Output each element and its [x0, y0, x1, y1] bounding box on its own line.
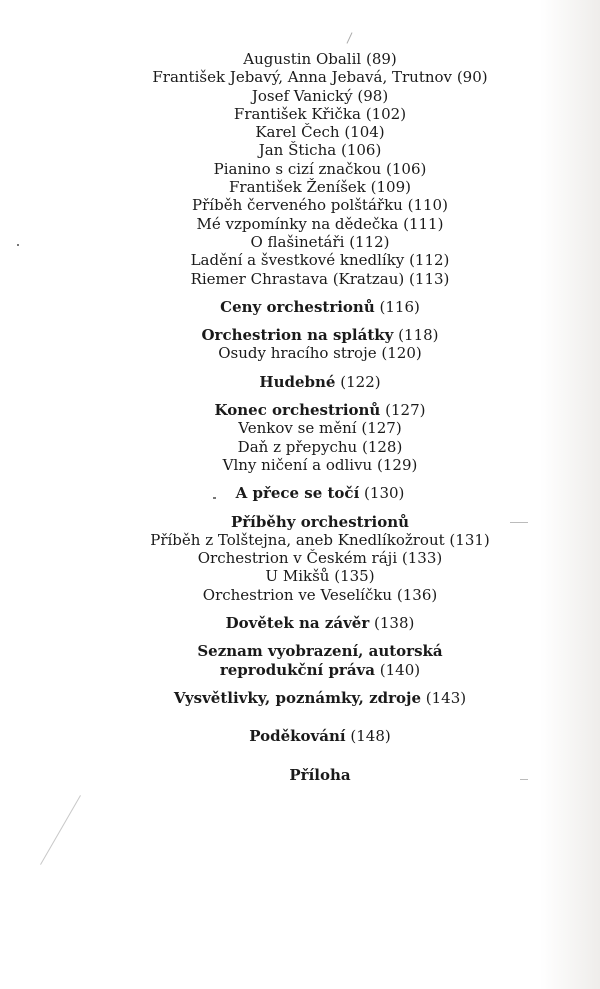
toc-entry: O flašinetáři (112): [250, 232, 390, 251]
toc-section: Vysvětlivky, poznámky, zdroje (143): [173, 688, 467, 707]
toc-entry: Vlny ničení a odlivu (129): [222, 455, 418, 474]
scan-mark: [213, 497, 216, 499]
toc-entry: Josef Vanický (98): [251, 86, 389, 105]
toc-entry: Mé vzpomínky na dědečka (111): [196, 214, 444, 233]
toc-entry: Orchestrion ve Veselíčku (136): [202, 585, 438, 604]
toc-entry: Osudy hracího stroje (120): [218, 344, 422, 363]
toc-entry: Riemer Chrastava (Kratzau) (113): [190, 269, 450, 288]
toc-entry: Příběh z Tolštejna, aneb Knedlíkožrout (131): [150, 530, 490, 549]
toc-entry: František Křička (102): [233, 104, 407, 123]
toc-section: Dovětek na závěr (138): [225, 614, 415, 633]
toc-entry: Orchestrion v Českém ráji (133): [197, 549, 443, 568]
toc-section: Seznam vyobrazení, autorská: [197, 642, 443, 661]
toc-section: Orchestrion na splátky (118): [201, 326, 439, 345]
toc-entry: František Ženíšek (109): [229, 178, 411, 197]
toc-section: Příloha: [289, 765, 351, 784]
scan-mark: [347, 32, 353, 43]
table-of-contents: [0, 50, 600, 784]
scan-mark: [17, 244, 19, 246]
toc-entry: U Mikšů (135): [265, 567, 375, 586]
toc-entry: Ladění a švestkové knedlíky (112): [190, 251, 450, 270]
toc-entry: Daň z přepychu (128): [237, 437, 403, 456]
toc-entry: Pianino s cizí značkou (106): [213, 159, 427, 178]
toc-entry: Příběh červeného polštářku (110): [192, 196, 448, 215]
toc-section: Ceny orchestrionů (116): [220, 297, 420, 316]
toc-entry: František Jebavý, Anna Jebavá, Trutnov (90): [152, 68, 488, 87]
scan-mark: [40, 795, 81, 865]
toc-entry: Venkov se mění (127): [238, 419, 402, 438]
toc-entry: Jan Šticha (106): [258, 141, 382, 160]
toc-entry: Augustin Obalil (89): [243, 50, 397, 68]
toc-section-continued: reprodukční práva (140): [219, 660, 421, 679]
scan-mark: [520, 779, 528, 780]
toc-section: Konec orchestrionů (127): [214, 401, 426, 420]
toc-section: Hudebné (122): [259, 372, 381, 391]
toc-entry: Karel Čech (104): [255, 123, 385, 142]
toc-section: A přece se točí (130): [235, 484, 405, 503]
toc-section: Příběhy orchestrionů: [230, 512, 410, 531]
scan-mark: [510, 522, 528, 523]
toc-section: Poděkování (148): [249, 727, 391, 746]
